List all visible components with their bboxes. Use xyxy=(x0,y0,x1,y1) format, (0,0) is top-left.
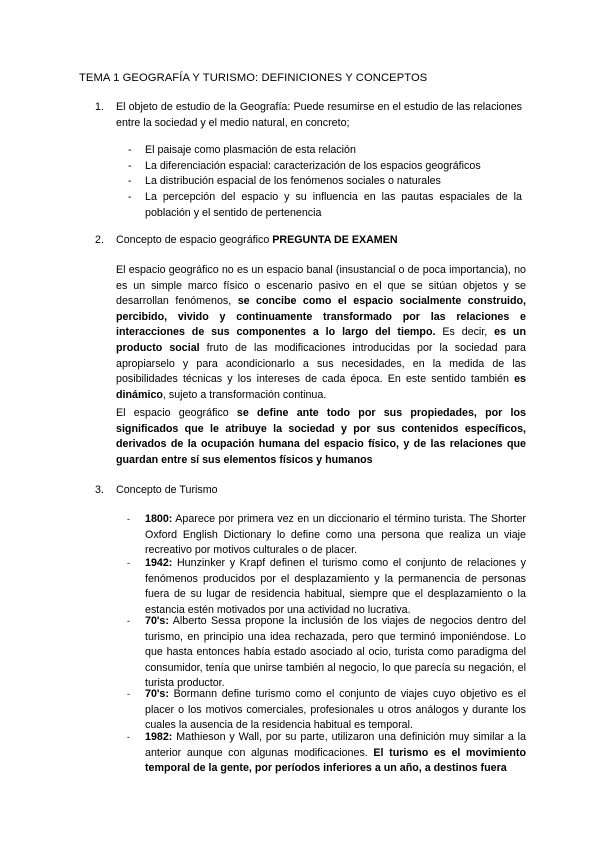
item-text: Alberto Sessa propone la inclusión de los viajes de negocios dentro del turismo, en principio una idea rechazada, pero que terminó imponiéndose. Lo que hasta entonces había estado asociado al ocio, turista como paradigma del consumidor, tenía que unirse también al negocio, lo que parecía su negación, el turista productor. xyxy=(145,615,526,690)
bullet-dash: - xyxy=(127,732,130,742)
section-1-bullet: La percepción del espacio y su influencia en las pautas espaciales de la población y el sentido de pertenencia xyxy=(145,191,522,219)
section-2-heading xyxy=(116,233,522,249)
bold-run: es un producto social xyxy=(116,326,526,354)
bullet-dash: - xyxy=(128,175,132,187)
bold-run: El turismo es el movimiento temporal de la gente, por períodos inferiores a un año, a destinos fuera xyxy=(145,746,527,775)
year-label: 1982: xyxy=(145,731,173,743)
item-text: Aparece por primera vez en un diccionario el término turista. The Shorter Oxford English Dictionary lo define como una persona que realiza un viaje recreativo por motivos culturales o de placer. xyxy=(145,513,526,557)
turismo-definition-item xyxy=(145,687,526,734)
bold-run: se define ante todo por sus propiedades, por los significados que le atribuye la sociedad y por sus contenidos específicos, derivados de la ocupación humana del espacio físico, y de las relaciones que guardan entre sí sus elementos físicos y humanos xyxy=(116,407,526,466)
item-text: Bormann define turismo como el conjunto de viajes cuyo objetivo es el placer o los motivos comerciales, profesionales u otros análogos y durante los cuales la ausencia de la residencia habitual es temporal. xyxy=(145,688,526,732)
year-label: 1942: xyxy=(145,557,173,569)
section-3-number: 3. xyxy=(95,484,104,496)
section-1-number: 1. xyxy=(95,101,104,113)
bullet-dash: - xyxy=(127,689,130,699)
document-title: TEMA 1 GEOGRAFÍA Y TURISMO: DEFINICIONES Y CONCEPTOS xyxy=(79,72,428,84)
bullet-dash: - xyxy=(127,616,130,626)
text-run: Es decir, xyxy=(435,326,495,339)
section-1-bullet: La distribución espacial de los fenómenos sociales o naturales xyxy=(145,175,441,187)
bold-run: se concibe como el espacio socialmente construido, percibido, vivido y continuamente transformado por las relaciones e interacciones de sus componentes a lo largo del tiempo. xyxy=(116,295,526,339)
bullet-dash: - xyxy=(128,160,132,172)
bullet-dash: - xyxy=(128,191,132,203)
turismo-definition-item xyxy=(145,730,526,777)
year-label: 70's: xyxy=(145,615,169,627)
section-2-number: 2. xyxy=(95,234,104,246)
section-1-bullet: El paisaje como plasmación de esta relación xyxy=(145,144,356,156)
section-3-heading: Concepto de Turismo xyxy=(116,484,218,496)
section-2-heading-text: Concepto de espacio geográfico xyxy=(116,234,273,246)
text-run: fruto de las modificaciones introducidas por la sociedad para apropiarselo y para acondicionarlo a sus necesidades, en la medida de las posibilidades técnicas y los intereses de cada época. En este sentido también xyxy=(116,341,526,386)
year-label: 70's: xyxy=(145,688,169,700)
bullet-dash: - xyxy=(128,144,132,156)
section-2-paragraph-1 xyxy=(116,263,526,403)
text-run: El espacio geográfico no es un espacio banal (insustancial o de poca importancia), no es un simple marco físico o escenario pasivo en el que se sitúan objetos y se desarrollan fenómenos, xyxy=(116,264,526,308)
section-1-intro: El objeto de estudio de la Geografía: Puede resumirse en el estudio de las relaciones entre la sociedad y el medio natural, en concreto; xyxy=(116,101,522,129)
item-text: Mathieson y Wall, por su parte, utilizaron una definición muy similar a la anterior aunque con algunas modificaciones. xyxy=(145,731,526,759)
bullet-dash: - xyxy=(127,514,130,524)
turismo-definition-item xyxy=(145,556,526,618)
year-label: 1800: xyxy=(145,513,173,525)
turismo-definition-item xyxy=(145,614,526,692)
text-run: , sujeto a transformación continua. xyxy=(162,388,327,401)
text-run: El espacio geográfico xyxy=(116,407,237,419)
section-1-bullet: La diferenciación espacial: caracterización de los espacios geográficos xyxy=(145,160,481,172)
bullet-dash: - xyxy=(127,558,130,568)
exam-question-label: PREGUNTA DE EXAMEN xyxy=(272,234,398,246)
item-text: Hunzinker y Krapf definen el turismo como el conjunto de relaciones y fenómenos producidos por el desplazamiento y la permanencia de personas fuera de su lugar de residencia habitual, siempre que el desplazamiento o la estancia estén motivados por una actividad no lucrativa. xyxy=(145,557,526,616)
section-2-paragraph-2 xyxy=(116,406,526,468)
turismo-definition-item xyxy=(145,512,526,559)
bold-run: es dinámico xyxy=(116,373,526,401)
